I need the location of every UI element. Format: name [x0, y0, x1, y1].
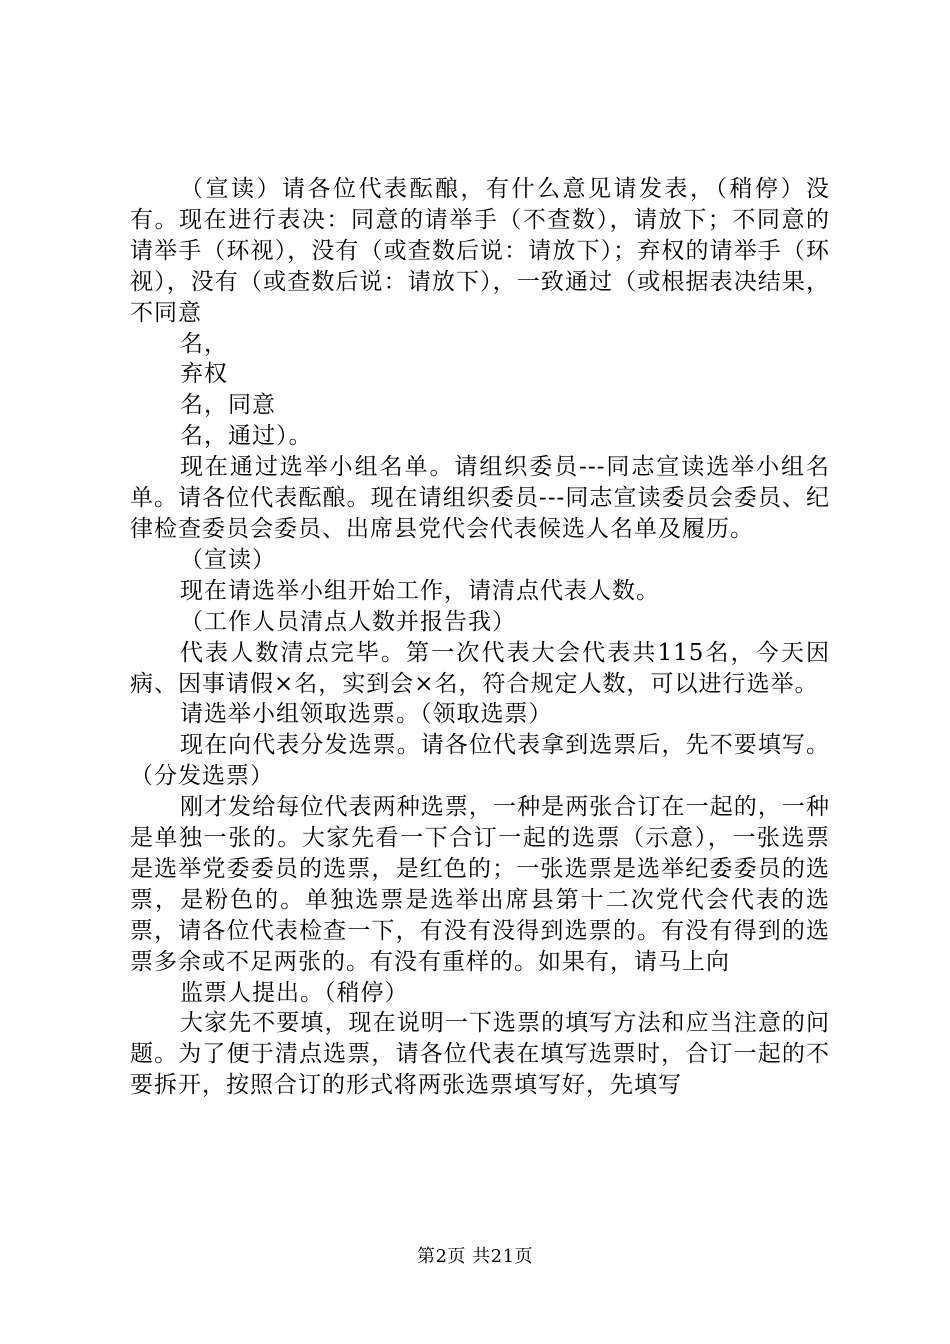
paragraph-9: （工作人员清点人数并报告我）	[180, 608, 516, 635]
paragraph-5: 名，通过）。	[180, 423, 313, 450]
document-body	[130, 174, 830, 1101]
paragraph-7: （宣读）	[180, 546, 276, 573]
paragraph-4: 名，同意	[180, 392, 276, 419]
paragraph-11: 请选举小组领取选票。（领取选票）	[180, 701, 553, 728]
paragraph-2: 名，	[180, 330, 228, 357]
page-footer: 第2页 共21页	[416, 1246, 534, 1267]
paragraph-12: 现在向代表分发选票。请各位代表拿到选票后，先不要填写。（分发选票）	[130, 732, 830, 790]
paragraph-8: 现在请选举小组开始工作，请清点代表人数。	[180, 577, 660, 604]
paragraph-6: 现在通过选举小组名单。请组织委员---同志宣读选举小组名单。请各位代表酝酿。现在请组织委员---同志宣读委员会委员、纪律检查委员会委员、出席县党代会代表候选人名单及履历。	[130, 454, 830, 542]
paragraph-15: 大家先不要填，现在说明一下选票的填写方法和应当注意的问题。为了便于清点选票，请各位代表在填写选票时，合订一起的不要拆开，按照合订的形式将两张选票填写好，先填写	[130, 1010, 830, 1099]
paragraph-10: 代表人数清点完毕。第一次代表大会代表共115名，今天因病、因事请假×名，实到会×名，符合规定人数，可以进行选举。	[130, 639, 830, 697]
paragraph-1: （宣读）请各位代表酝酿，有什么意见请发表，（稍停）没有。现在进行表决：同意的请举手（不查数），请放下；不同意的请举手（环视），没有（或查数后说：请放下）；弃权的请举手（环视），没有（或查数后说：请放下），一致通过（或根据表决结果，不同意	[130, 176, 830, 326]
paragraph-3: 弃权	[180, 361, 228, 388]
paragraph-13: 刚才发给每位代表两种选票，一种是两张合订在一起的，一种是单独一张的。大家先看一下合订一起的选票（示意），一张选票是选举党委委员的选票，是红色的；一张选票是选举纪委委员的选票，是粉色的。单独选票是选举出席县第十二次党代会代表的选票，请各位代表检查一下，有没有没得到选票的。有没有得到的选票多余或不足两张的。有没有重样的。如果有，请马上向	[130, 794, 830, 975]
paragraph-14: 监票人提出。（稍停）	[180, 979, 409, 1006]
